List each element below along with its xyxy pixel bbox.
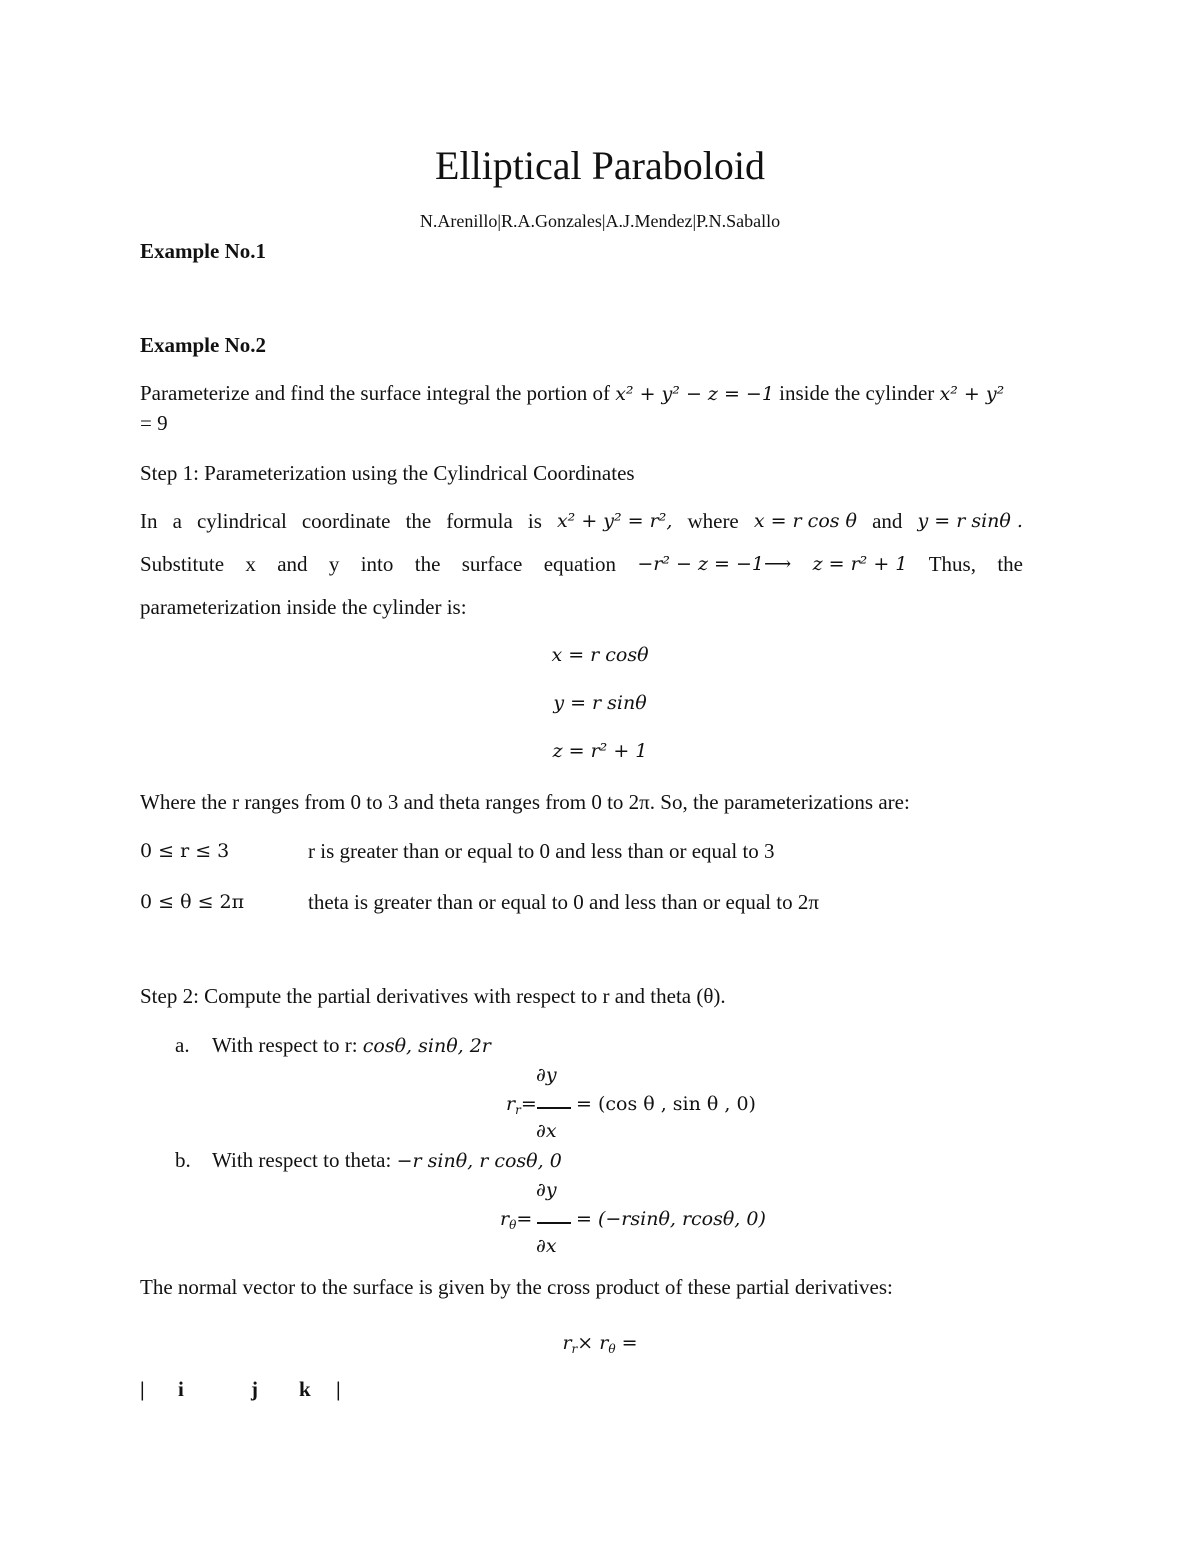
cross-r: r <box>562 1332 572 1354</box>
word: the <box>997 552 1023 576</box>
example-2-heading: Example No.2 <box>140 333 266 357</box>
word: a <box>172 509 182 533</box>
substituted-equation: −r² − z = −1⟶ <box>637 553 792 575</box>
cross-product <box>0 1330 1200 1356</box>
matrix-j: j <box>251 1377 258 1401</box>
item-a-math: cosθ, sinθ, 2r <box>362 1035 491 1057</box>
word: and <box>277 552 308 576</box>
rtheta-symbol: r <box>500 1208 510 1230</box>
authors-line: N.Arenillo|R.A.Gonzales|A.J.Mendez|P.N.Saballo <box>419 211 781 231</box>
rr-rhs: = (cos θ , sin θ , 0) <box>576 1093 756 1115</box>
fraction-bar <box>537 1222 571 1224</box>
step-1-line-3: parameterization inside the cylinder is: <box>140 595 467 619</box>
item-b-text: With respect to theta: <box>212 1148 392 1172</box>
formula-y: y = r sinθ . <box>917 510 1023 532</box>
problem-intro: Parameterize and find the surface integral the portion of <box>140 381 610 405</box>
problem-mid: inside the cylinder <box>779 381 935 405</box>
item-a-text: With respect to r: <box>212 1033 358 1057</box>
word: coordinate <box>301 509 391 533</box>
word: cylindrical <box>196 509 287 533</box>
word: x <box>245 552 256 576</box>
item-b-math: −r sinθ, r cosθ, 0 <box>396 1150 562 1172</box>
matrix-bar-left: | <box>140 1377 145 1401</box>
cylinder-equation: x² + y² <box>939 383 1005 405</box>
rtheta-rhs: = (−rsinθ, rcosθ, 0) <box>576 1208 766 1230</box>
formula-r-squared: x² + y² = r², <box>556 510 673 532</box>
rtheta-lhs: $r_\theta=$ <box>500 1208 533 1232</box>
word: Thus, <box>928 552 976 576</box>
item-b-marker: b. <box>175 1148 191 1172</box>
range-r-description: r is greater than or equal to 0 and less than or equal to 3 <box>308 839 775 863</box>
rr-lhs: $r_r=$ <box>506 1093 537 1117</box>
word: In <box>140 509 158 533</box>
word: formula <box>446 509 513 533</box>
normal-vector-text: The normal vector to the surface is given by the cross product of these partial derivatives: <box>140 1275 893 1299</box>
cross-subscript-r: r <box>571 1342 578 1356</box>
cross-subscript-theta: θ <box>608 1342 616 1356</box>
cross-times: × r <box>577 1332 609 1354</box>
step-2-heading: Step 2: Compute the partial derivatives with respect to r and theta (θ). <box>140 984 726 1008</box>
cylinder-equation-end: = 9 <box>140 411 168 435</box>
fraction-bar <box>537 1107 571 1109</box>
word: the <box>414 552 441 576</box>
word: is <box>527 509 542 533</box>
word: and <box>872 509 903 533</box>
z-equation: z = r² + 1 <box>812 553 908 575</box>
step-1-line-2 <box>140 551 1023 577</box>
ranges-text: Where the r ranges from 0 to 3 and theta ranges from 0 to 2π. So, the parameterizations are: <box>140 790 910 814</box>
matrix-i: i <box>178 1377 184 1401</box>
word: y <box>328 552 340 576</box>
fraction-denominator: ∂x <box>536 1120 557 1142</box>
surface-equation: x² + y² − z = −1 <box>615 383 774 405</box>
range-theta: 0 ≤ θ ≤ 2π <box>140 891 245 913</box>
example-1-heading: Example No.1 <box>140 239 266 263</box>
step-1-heading: Step 1: Parameterization using the Cylindrical Coordinates <box>140 461 635 485</box>
rtheta-subscript: θ <box>509 1218 517 1232</box>
matrix-bar-right: | <box>336 1377 341 1401</box>
item-b <box>212 1147 562 1174</box>
matrix-k: k <box>299 1377 311 1401</box>
word: the <box>405 509 432 533</box>
fraction-denominator: ∂x <box>536 1235 557 1257</box>
item-a <box>212 1032 491 1059</box>
word: into <box>360 552 394 576</box>
range-theta-description: theta is greater than or equal to 0 and less than or equal to 2π <box>308 890 819 914</box>
param-z: z = r² + 1 <box>552 740 648 762</box>
step-1-line-1 <box>140 508 1023 534</box>
word: equation <box>543 552 617 576</box>
cross-equals: = <box>615 1332 638 1354</box>
problem-statement <box>140 380 1004 407</box>
range-r: 0 ≤ r ≤ 3 <box>140 840 230 862</box>
fraction-numerator: ∂y <box>536 1179 557 1201</box>
word: surface <box>461 552 523 576</box>
param-y: y = r sinθ <box>553 692 647 714</box>
formula-x: x = r cos θ <box>753 510 857 532</box>
item-a-marker: a. <box>175 1033 190 1057</box>
rr-subscript: r <box>515 1103 521 1117</box>
word: where <box>687 509 739 533</box>
param-x: x = r cosθ <box>551 644 649 666</box>
rr-symbol: r <box>506 1093 516 1115</box>
word: Substitute <box>140 552 225 576</box>
fraction-numerator: ∂y <box>536 1064 557 1086</box>
page-title: Elliptical Paraboloid <box>435 143 765 188</box>
